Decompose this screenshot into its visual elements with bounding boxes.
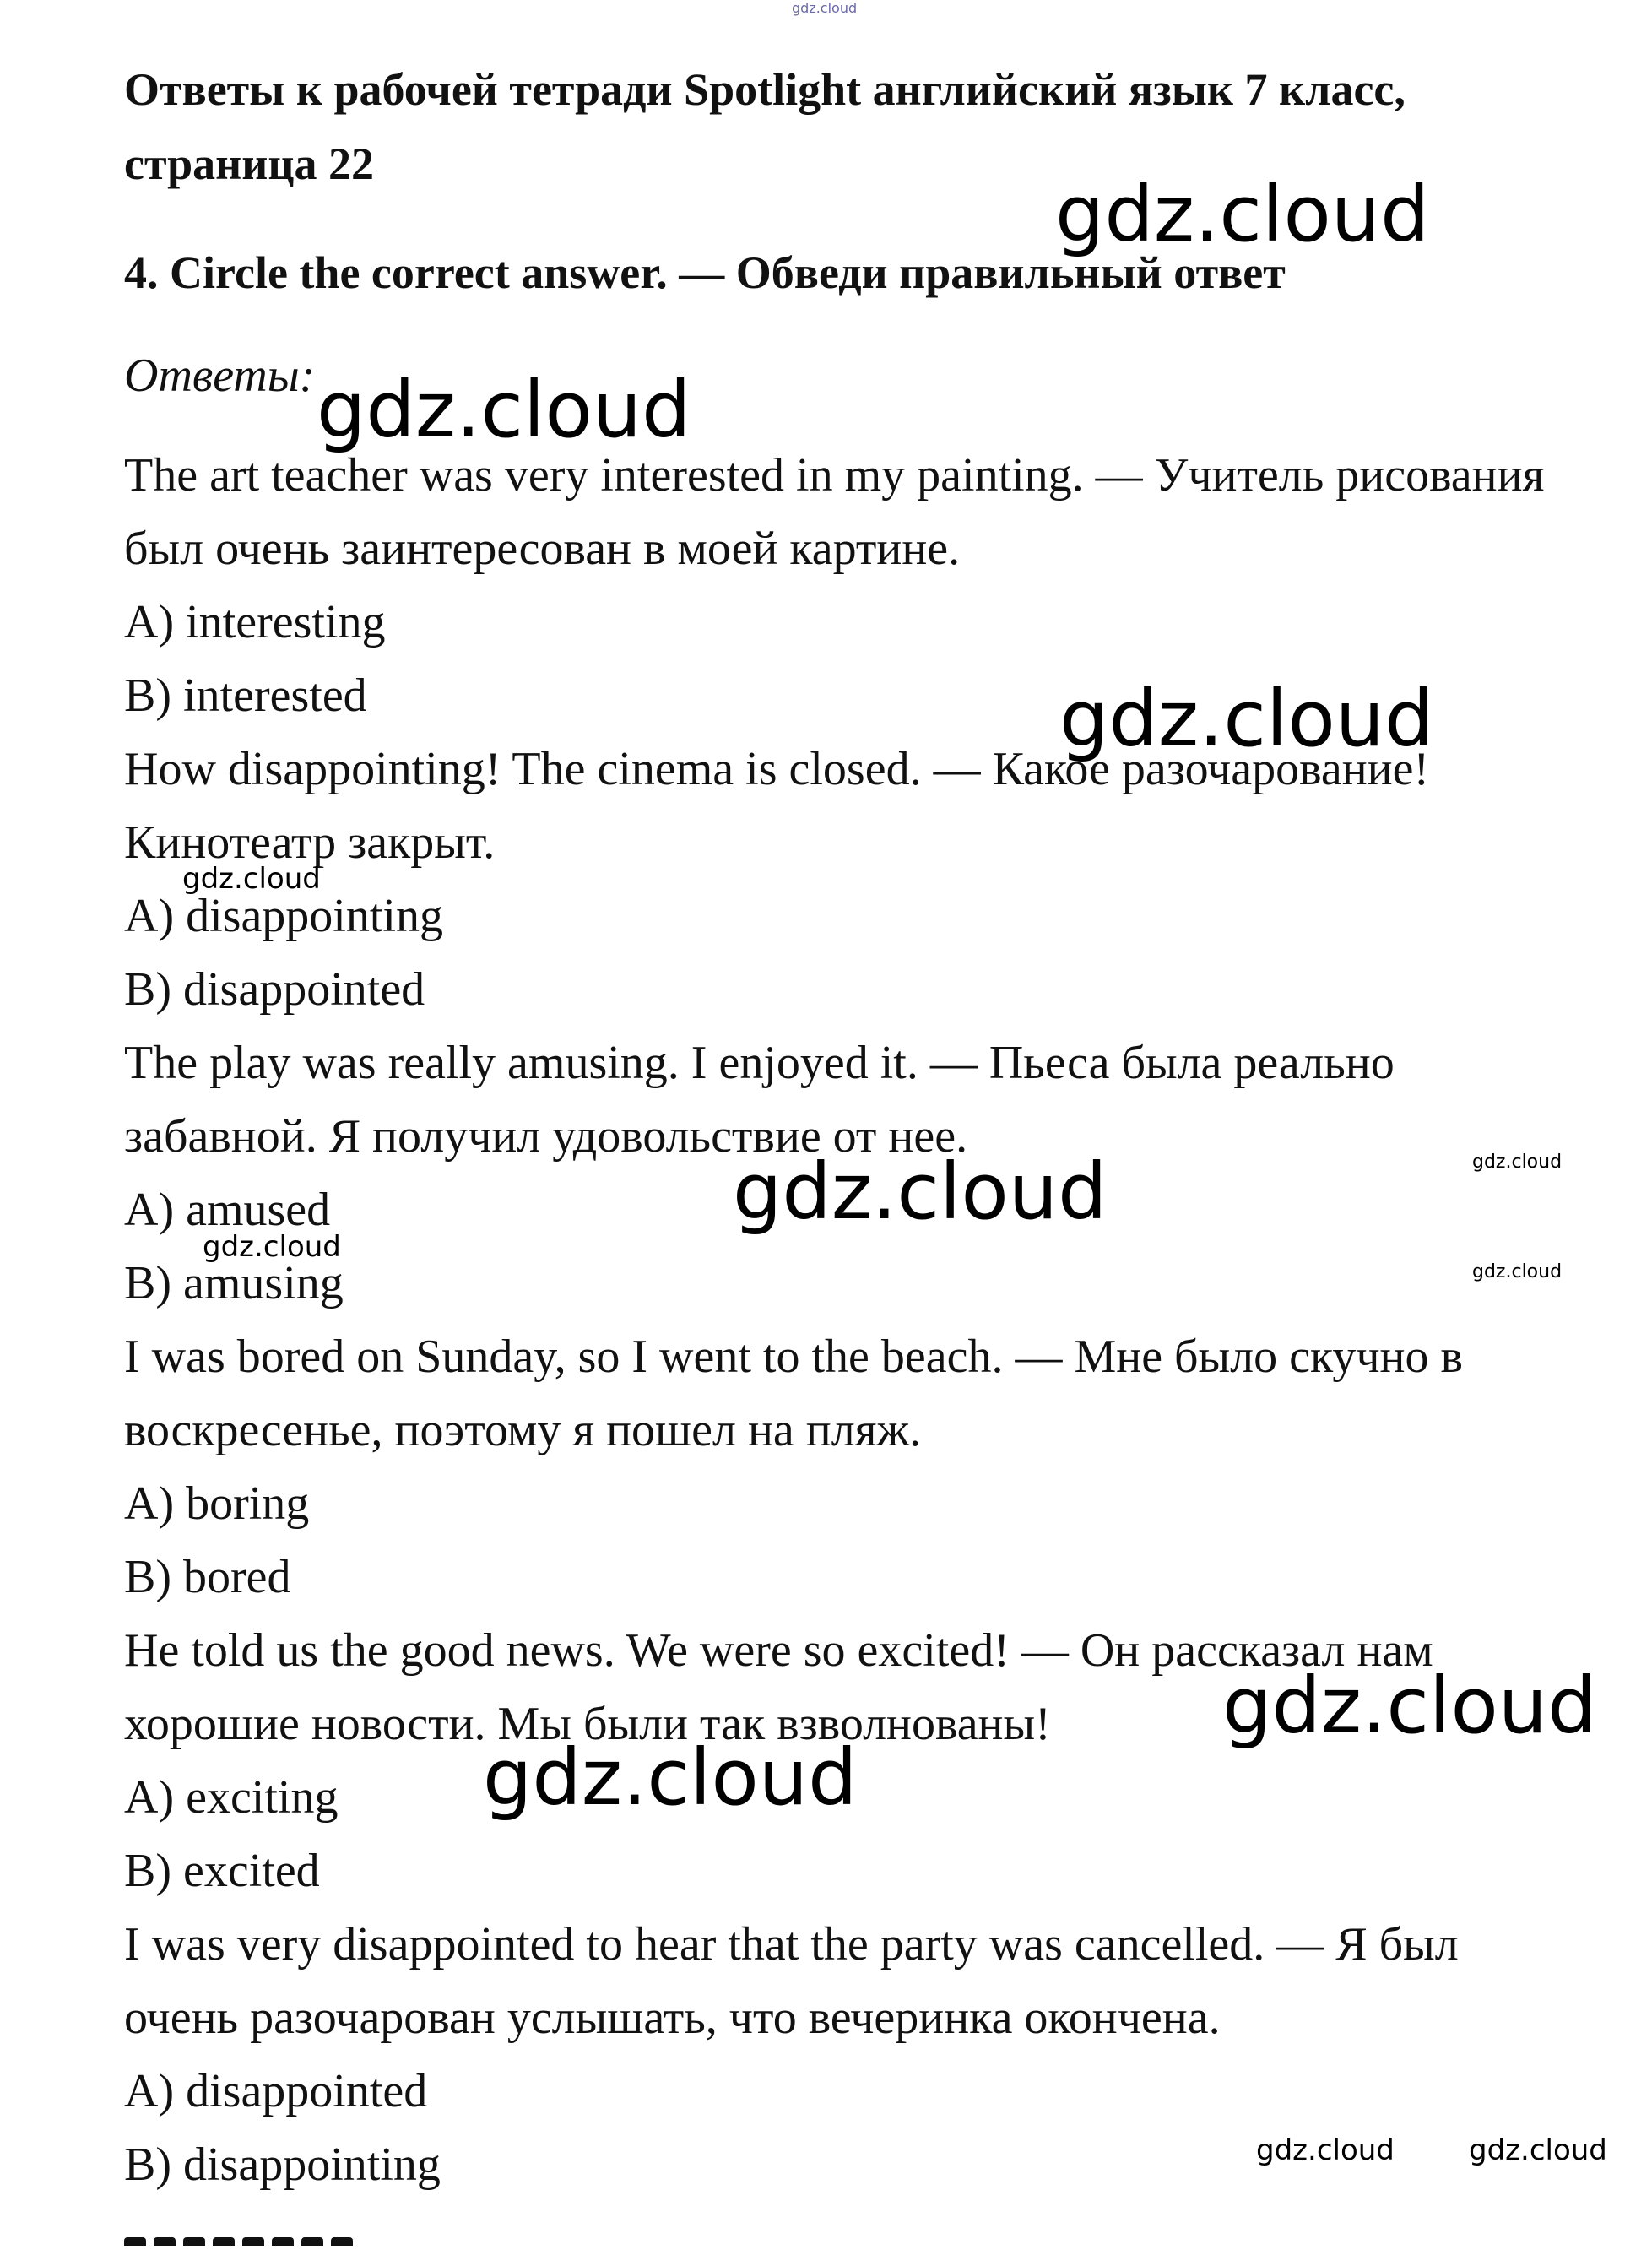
sentence-2-line-1: How disappointing! The cinema is closed. — Какое разочарование!: [124, 743, 1430, 795]
sentence-1-line-2: был очень заинтересован в моей картине.: [124, 523, 961, 575]
watermark-7: gdz.cloud: [203, 1230, 341, 1264]
option-a-3: A) amused: [124, 1184, 331, 1236]
option-a-5: A) exciting: [124, 1771, 339, 1824]
sentence-5-line-2: хорошие новости. Мы были так взволнованы!: [124, 1698, 1051, 1750]
watermark-8: gdz.cloud: [1472, 1261, 1563, 1282]
answers-label: Ответы:: [124, 350, 316, 402]
page-title: Ответы к рабочей тетради Spotlight английский язык 7 класс, страница 22: [124, 64, 1406, 189]
sentence-6-line-2: очень разочарован услышать, что вечеринка окончена.: [124, 1992, 1221, 2044]
option-a-2: A) disappointing: [124, 890, 443, 942]
watermark-12: gdz.cloud: [1469, 2133, 1607, 2167]
sentence-4-line-1: I was bored on Sunday, so I went to the beach. — Мне было скучно в: [124, 1331, 1463, 1383]
sentence-5-line-1: He told us the good news. We were so excited! — Он рассказал нам: [124, 1624, 1433, 1677]
option-a-6: A) disappointed: [124, 2065, 428, 2117]
sentence-2-line-2: Кинотеатр закрыт.: [124, 816, 496, 869]
sentence-1-line-1: The art teacher was very interested in my painting. — Учитель рисования: [124, 449, 1545, 501]
watermark-10: gdz.cloud: [483, 1732, 858, 1823]
watermark-4: gdz.cloud: [182, 862, 321, 896]
watermark-top: gdz.cloud: [792, 0, 858, 16]
option-b-5: B) excited: [124, 1845, 320, 1897]
sentence-3-line-2: забавной. Я получил удовольствие от нее.: [124, 1110, 968, 1163]
option-b-1: B) interested: [124, 669, 367, 722]
watermark-6: gdz.cloud: [1472, 1152, 1563, 1173]
option-b-6: B) disappointing: [124, 2138, 441, 2191]
option-b-2: B) disappointed: [124, 963, 425, 1016]
watermark-1: gdz.cloud: [1055, 169, 1430, 259]
option-a-4: A) boring: [124, 1477, 310, 1530]
option-b-4: B) bored: [124, 1551, 291, 1603]
task-heading: 4. Circle the correct answer. — Обведи правильный ответ: [124, 247, 1286, 298]
option-a-1: A) interesting: [124, 596, 386, 648]
watermark-3: gdz.cloud: [1059, 674, 1434, 764]
watermark-9: gdz.cloud: [1222, 1661, 1597, 1751]
option-b-3: B) amusing: [124, 1257, 344, 1309]
watermark-11: gdz.cloud: [1256, 2133, 1395, 2167]
watermark-5: gdz.cloud: [733, 1146, 1108, 1237]
sentence-3-line-1: The play was really amusing. I enjoyed it. — Пьеса была реально: [124, 1037, 1395, 1089]
watermark-2: gdz.cloud: [317, 365, 691, 455]
sentence-4-line-2: воскресенье, поэтому я пошел на пляж.: [124, 1404, 922, 1456]
cut-off-next-line: [124, 2237, 884, 2246]
sentence-6-line-1: I was very disappointed to hear that the party was cancelled. — Я был: [124, 1918, 1459, 1970]
